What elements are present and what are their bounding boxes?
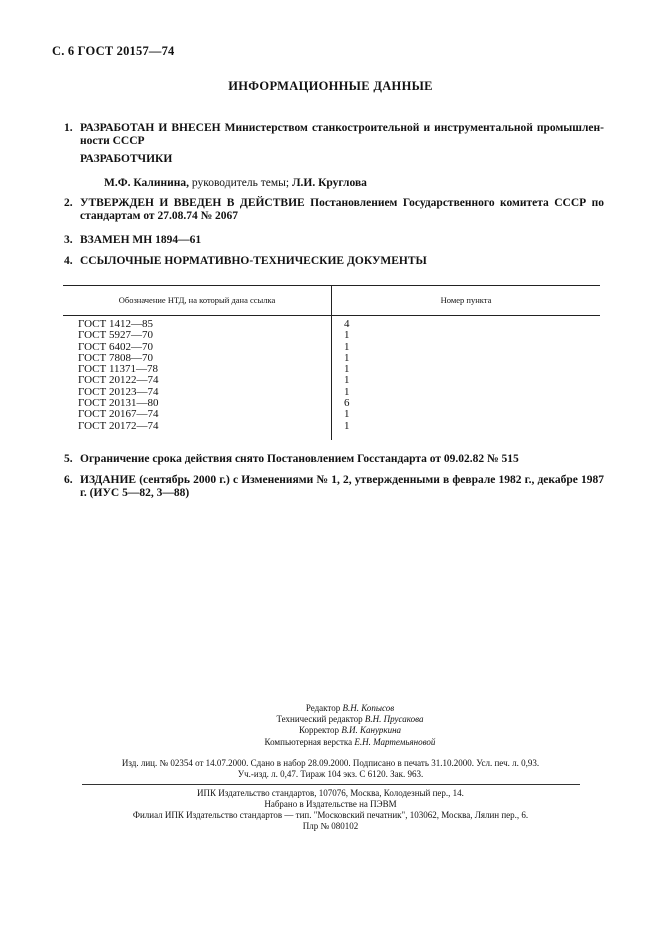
credit-label: Технический редактор xyxy=(276,714,363,725)
clause-number: 1 xyxy=(344,419,350,432)
section-heading: РАЗРАБОТАН И ВНЕСЕН xyxy=(80,122,221,134)
imprint-divider xyxy=(82,784,580,785)
clause-number: 1 xyxy=(344,408,350,421)
section-6 xyxy=(64,474,604,500)
imprint-block xyxy=(0,758,661,832)
credit-proofreader xyxy=(200,725,500,736)
table-row xyxy=(63,421,600,432)
credit-person: В.И. Кануркина xyxy=(341,725,402,736)
table-header-clause: Номер пункта xyxy=(440,295,492,305)
section-heading: ССЫЛОЧНЫЕ НОРМАТИВНО-ТЕХНИЧЕСКИЕ ДОКУМЕНТЫ xyxy=(80,255,427,267)
doc-designation: ГОСТ 20122—74 xyxy=(78,374,159,387)
section-text: Постановлением Государственного комитета СССР по стандартам от 27.08.74 № 2067 xyxy=(80,197,604,222)
developer-name: М.Ф. Калинина, xyxy=(104,177,189,189)
reference-table xyxy=(63,285,600,440)
imprint-line: Изд. лиц. № 02354 от 14.07.2000. Сдано в набор 28.09.2000. Подписано в печать 31.10.2000. Усл. печ. л. 0,93. xyxy=(121,758,540,768)
section-heading: ВЗАМЕН МН 1894—61 xyxy=(80,234,202,246)
section-number: 2. xyxy=(64,197,73,209)
section-4 xyxy=(64,255,604,268)
table-row xyxy=(63,409,600,420)
imprint-line: ИПК Издательство стандартов, 107076, Москва, Колодезный пер., 14. xyxy=(197,788,464,798)
credit-label: Корректор xyxy=(298,725,340,736)
doc-designation: ГОСТ 5927—70 xyxy=(78,329,153,342)
clause-number: 4 xyxy=(344,318,350,330)
page-header: С. 6 ГОСТ 20157—74 xyxy=(52,44,175,58)
section-1 xyxy=(64,122,604,148)
developer-role: руководитель темы; xyxy=(188,177,292,189)
clause-number: 1 xyxy=(344,385,350,398)
clause-number: 6 xyxy=(344,397,350,410)
doc-designation: ГОСТ 20123—74 xyxy=(78,385,159,398)
imprint-line: Уч.-изд. л. 0,47. Тираж 104 экз. С 6120. Зак. 963. xyxy=(237,769,424,779)
section-text: Министерством станкостроительной и инструментальной промышлен-ности СССР xyxy=(80,122,604,147)
credit-editor xyxy=(200,703,500,714)
section-heading: ИЗДАНИЕ xyxy=(80,474,137,486)
credit-label: Редактор xyxy=(305,703,341,713)
section-number: 4. xyxy=(64,255,73,267)
credit-label: Компьютерная верстка xyxy=(264,736,353,747)
imprint-line: Плр № 080102 xyxy=(302,821,359,831)
table-row xyxy=(63,330,600,341)
section-3 xyxy=(64,234,604,247)
doc-designation: ГОСТ 1412—85 xyxy=(78,318,153,330)
section-heading: Ограничение срока действия снято Постановлением Госстандарта от 09.02.82 № 515 xyxy=(80,453,519,465)
doc-designation: ГОСТ 11371—78 xyxy=(78,363,159,376)
doc-designation: ГОСТ 20172—74 xyxy=(78,419,159,432)
clause-number: 1 xyxy=(344,329,350,342)
page-title: ИНФОРМАЦИОННЫЕ ДАННЫЕ xyxy=(228,79,433,93)
credits-block xyxy=(200,703,500,748)
doc-designation: ГОСТ 20131—80 xyxy=(78,397,159,410)
section-number: 5. xyxy=(64,453,73,465)
clause-number: 1 xyxy=(344,363,350,376)
developers-label: РАЗРАБОТЧИКИ xyxy=(80,153,173,165)
clause-number: 1 xyxy=(344,374,350,387)
credit-layout xyxy=(200,737,500,748)
imprint-line: Набрано в Издательстве на ПЭВМ xyxy=(264,799,397,809)
section-5 xyxy=(64,453,604,466)
imprint-line: Филиал ИПК Издательство стандартов — тип. "Московский печатник", 103062, Москва, Лялин пер., 6. xyxy=(132,810,529,820)
clause-number: 1 xyxy=(344,340,350,353)
section-text: (сентябрь 2000 г.) с Изменениями № 1, 2, утвержденными в феврале 1982 г., декабре 1987 г. (ИУС 5—82, 3—88) xyxy=(80,474,604,499)
doc-designation: ГОСТ 20167—74 xyxy=(78,408,159,421)
developer-name: Л.И. Круглова xyxy=(291,177,367,189)
doc-designation: ГОСТ 6402—70 xyxy=(78,340,153,353)
clause-number: 1 xyxy=(344,351,350,364)
table-header-document: Обозначение НТД, на который дана ссылка xyxy=(118,295,276,305)
section-number: 1. xyxy=(64,122,73,134)
credit-tech-editor xyxy=(200,714,500,725)
table-body xyxy=(63,319,600,432)
credit-person: В.Н. Копысов xyxy=(342,703,395,713)
section-2 xyxy=(64,197,604,223)
section-number: 6. xyxy=(64,474,73,486)
section-heading: УТВЕРЖДЕН И ВВЕДЕН В ДЕЙСТВИЕ xyxy=(80,197,305,209)
section-number: 3. xyxy=(64,234,73,246)
developers-list xyxy=(104,177,367,189)
doc-designation: ГОСТ 7808—70 xyxy=(78,351,153,364)
credit-person: В.Н. Прусакова xyxy=(364,714,424,725)
credit-person: Е.Н. Мартемьяновой xyxy=(354,736,436,747)
